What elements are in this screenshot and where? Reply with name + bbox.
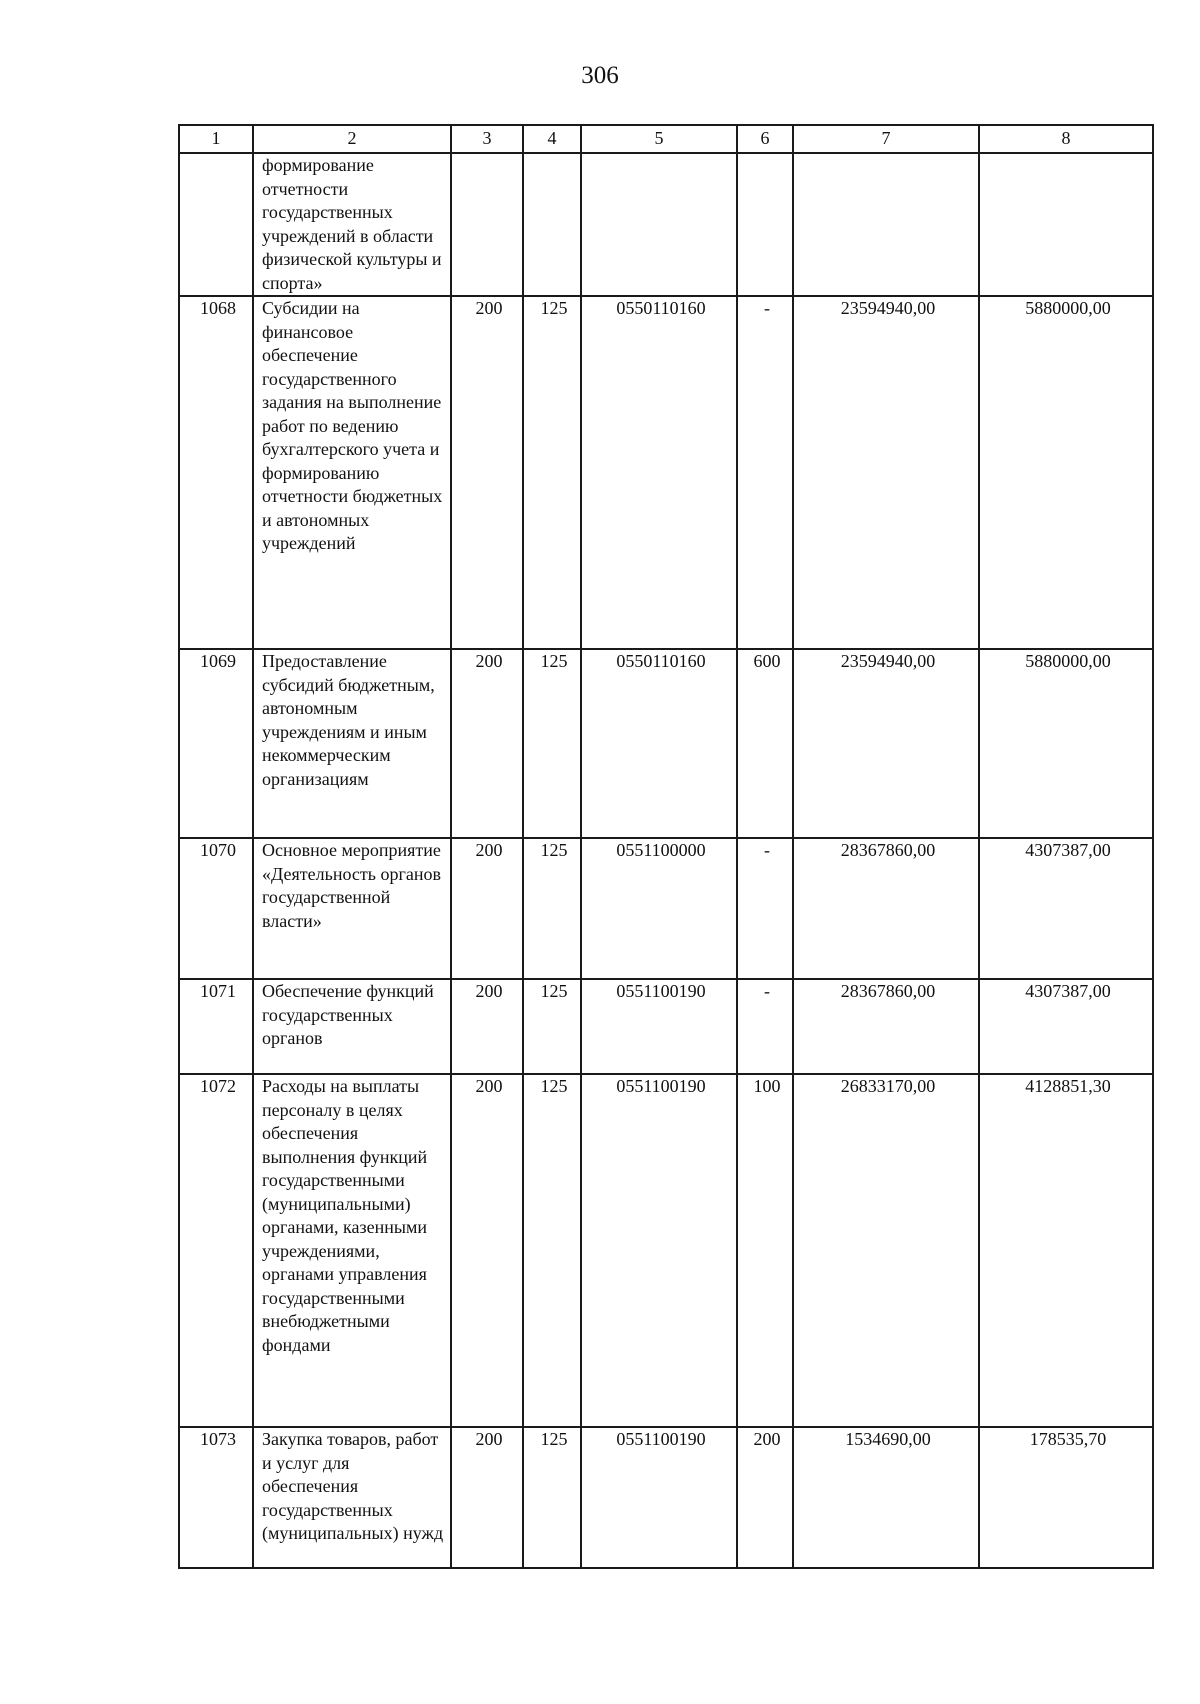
row-col-3: 200 (451, 1427, 523, 1568)
row-col-6: - (737, 979, 793, 1074)
table-body (179, 153, 1153, 1568)
row-number: 1069 (179, 649, 253, 838)
row-col-4: 125 (523, 838, 581, 979)
row-col-5: 0551100190 (581, 1074, 737, 1427)
table-row (179, 1427, 1153, 1568)
row-name: Закупка товаров, работ и услуг для обеспечения государственных (муниципальных) нужд (253, 1427, 451, 1568)
row-col-7: 23594940,00 (793, 649, 979, 838)
row-col-6: 600 (737, 649, 793, 838)
row-col-5: 0550110160 (581, 649, 737, 838)
header-col-4: 4 (523, 125, 581, 153)
row-col-5 (581, 153, 737, 296)
row-col-7: 23594940,00 (793, 296, 979, 649)
row-col-6: 100 (737, 1074, 793, 1427)
row-name: Расходы на выплаты персоналу в целях обеспечения выполнения функций государственными (муниципальными) органами, казенными учреждениями, органами управления государственными внебюджетными фондами (253, 1074, 451, 1427)
row-name: формирование отчетности государственных учреждений в области физической культуры и спорта» (253, 153, 451, 296)
row-col-5: 0551100190 (581, 1427, 737, 1568)
header-col-8: 8 (979, 125, 1153, 153)
row-number: 1071 (179, 979, 253, 1074)
row-col-8: 5880000,00 (979, 649, 1153, 838)
row-col-8 (979, 153, 1153, 296)
row-col-4: 125 (523, 1427, 581, 1568)
row-name: Обеспечение функций государственных органов (253, 979, 451, 1074)
row-col-6: 200 (737, 1427, 793, 1568)
table-row (179, 649, 1153, 838)
row-col-8: 4307387,00 (979, 979, 1153, 1074)
table-header (179, 125, 1153, 153)
row-number (179, 153, 253, 296)
row-col-3: 200 (451, 838, 523, 979)
row-col-5: 0551100190 (581, 979, 737, 1074)
row-col-7: 28367860,00 (793, 838, 979, 979)
row-col-3: 200 (451, 296, 523, 649)
table-row (179, 296, 1153, 649)
row-number: 1068 (179, 296, 253, 649)
header-col-3: 3 (451, 125, 523, 153)
row-col-3: 200 (451, 979, 523, 1074)
row-col-4 (523, 153, 581, 296)
row-name: Предоставление субсидий бюджетным, автономным учреждениям и иным некоммерческим организациям (253, 649, 451, 838)
row-number: 1073 (179, 1427, 253, 1568)
row-col-5: 0550110160 (581, 296, 737, 649)
row-col-4: 125 (523, 1074, 581, 1427)
table-row (179, 979, 1153, 1074)
row-col-3: 200 (451, 1074, 523, 1427)
row-number: 1070 (179, 838, 253, 979)
row-col-7 (793, 153, 979, 296)
header-col-5: 5 (581, 125, 737, 153)
budget-table (178, 124, 1154, 1569)
row-col-6: - (737, 296, 793, 649)
row-col-3: 200 (451, 649, 523, 838)
table-row (179, 838, 1153, 979)
header-col-2: 2 (253, 125, 451, 153)
row-col-7: 28367860,00 (793, 979, 979, 1074)
row-col-6 (737, 153, 793, 296)
table-row (179, 1074, 1153, 1427)
row-col-8: 178535,70 (979, 1427, 1153, 1568)
row-col-5: 0551100000 (581, 838, 737, 979)
row-name: Основное мероприятие «Деятельность органов государственной власти» (253, 838, 451, 979)
row-col-4: 125 (523, 979, 581, 1074)
header-row (179, 125, 1153, 153)
row-col-6: - (737, 838, 793, 979)
row-col-8: 4128851,30 (979, 1074, 1153, 1427)
row-col-4: 125 (523, 296, 581, 649)
row-col-7: 26833170,00 (793, 1074, 979, 1427)
header-col-6: 6 (737, 125, 793, 153)
row-col-4: 125 (523, 649, 581, 838)
page-number: 306 (581, 62, 619, 89)
row-name: Субсидии на финансовое обеспечение государственного задания на выполнение работ по ведению бухгалтерского учета и формированию отчетности бюджетных и автономных учреждений (253, 296, 451, 649)
row-col-3 (451, 153, 523, 296)
row-col-7: 1534690,00 (793, 1427, 979, 1568)
row-col-8: 4307387,00 (979, 838, 1153, 979)
row-number: 1072 (179, 1074, 253, 1427)
header-col-1: 1 (179, 125, 253, 153)
table-row (179, 153, 1153, 296)
row-col-8: 5880000,00 (979, 296, 1153, 649)
header-col-7: 7 (793, 125, 979, 153)
